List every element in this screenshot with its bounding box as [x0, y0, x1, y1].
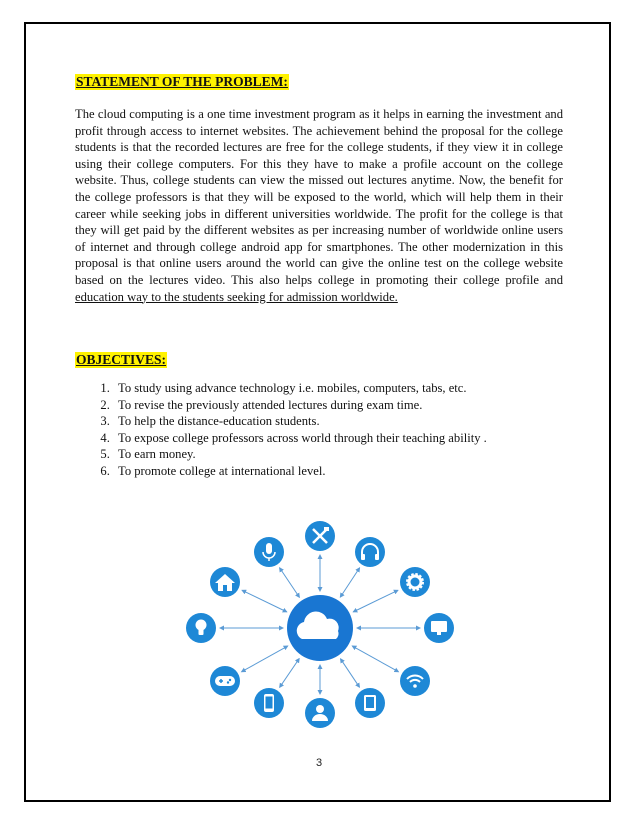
headphones-node: [355, 537, 385, 567]
problem-heading: STATEMENT OF THE PROBLEM:: [76, 74, 288, 89]
microphone-node: [254, 537, 284, 567]
tablet-icon: [364, 695, 376, 711]
problem-paragraph: [75, 106, 563, 305]
connector-arrow: [242, 646, 288, 672]
home-node: [210, 567, 240, 597]
page-number: 3: [315, 757, 323, 769]
problem-body: The cloud computing is a one time investment program as it helps in earning the investment and profit through access to internet websites. The achievement behind the proposal for the college students is that the recorded lectures are free for the college students, if they view it in college using their college computers. For this they have to make a profile account on the college website. Thus, college students can view the missed out lectures anytime. Now, the benefit for the college professors is that they will be exposed to the world, which will help them in their career while seeking jobs in different universities worldwide. The profit for the college is that they will get paid by the different websites as per increasing number of worldwide online users of internet and through college android app for smartphones. The other modernization in this proposal is that online users around the world can give the online test on the college website based on the lectures video. This also helps college in promoting their college profile and: [75, 107, 563, 287]
objective-item: 5. To earn money.: [113, 446, 573, 463]
connector-arrow: [280, 568, 300, 597]
objectives-heading: OBJECTIVES:: [76, 352, 167, 367]
connector-arrow: [353, 590, 398, 612]
tablet-node: [355, 688, 385, 718]
connector-arrow: [340, 568, 359, 597]
objective-item: 4. To expose college professors across world through their teaching ability .: [113, 430, 573, 447]
objectives-list: [92, 380, 573, 479]
connector-arrow: [280, 659, 300, 688]
smartphone-node: [254, 688, 284, 718]
gear-node: [400, 567, 430, 597]
cloud-center-node: [287, 595, 353, 661]
problem-body-end: education way to the students seeking for admission worldwide.: [75, 289, 398, 304]
connector-arrow: [341, 659, 360, 687]
objective-item: 2. To revise the previously attended lectures during exam time.: [113, 397, 573, 414]
objective-item: 1. To study using advance technology i.e. mobiles, computers, tabs, etc.: [113, 380, 573, 397]
user-node: [305, 698, 335, 728]
monitor-node: [424, 613, 454, 643]
objective-item: 3. To help the distance-education students.: [113, 413, 573, 430]
gamepad-node: [210, 666, 240, 696]
wifi-node: [400, 666, 430, 696]
connector-arrow: [352, 646, 398, 672]
cloud-network-diagram: [170, 510, 470, 742]
gamepad-icon: [215, 676, 235, 686]
lightbulb-node: [186, 613, 216, 643]
connector-arrow: [242, 590, 287, 612]
tools-node: [305, 521, 335, 551]
smartphone-icon: [264, 694, 274, 712]
objective-item: 6. To promote college at international level.: [113, 463, 573, 480]
